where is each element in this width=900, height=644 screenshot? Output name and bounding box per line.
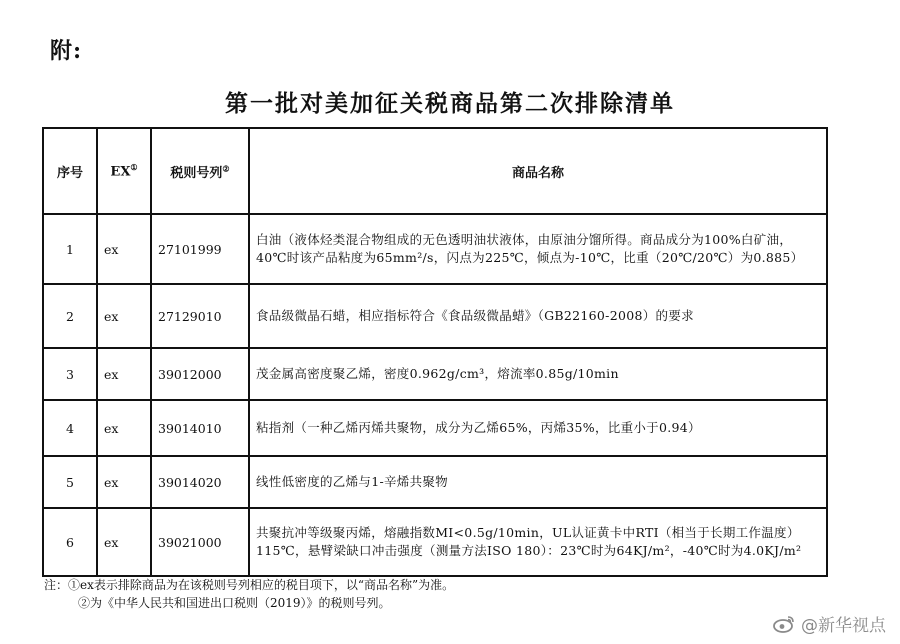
table-row: [43, 348, 827, 400]
row-tariff-code: 27129010: [151, 284, 249, 348]
footnote-1-text: ①ex表示排除商品为在该税则号列相应的税目项下，以“商品名称”为准。: [68, 578, 455, 592]
footnotes: [44, 576, 454, 612]
footnote-prefix: 注：: [44, 578, 69, 592]
row-seq: 4: [43, 400, 97, 456]
document-title: 第一批对美加征关税商品第二次排除清单: [225, 90, 675, 117]
source-watermark: [773, 611, 886, 636]
header-ex-footnote-mark: ①: [130, 162, 138, 173]
header-code-footnote-mark: ②: [222, 163, 230, 174]
weibo-icon: [773, 615, 795, 633]
header-seq: 序号: [43, 128, 97, 214]
row-ex: ex: [97, 348, 151, 400]
table-row: [43, 400, 827, 456]
row-ex: ex: [97, 400, 151, 456]
row-seq: 2: [43, 284, 97, 348]
row-ex: ex: [97, 456, 151, 508]
header-tariff-code: 税则号列②: [151, 128, 249, 214]
table-row: [43, 456, 827, 508]
row-product-name: 粘指剂（一种乙烯丙烯共聚物，成分为乙烯65%，丙烯35%，比重小于0.94）: [249, 400, 827, 456]
row-tariff-code: 39012000: [151, 348, 249, 400]
row-tariff-code: 39014020: [151, 456, 249, 508]
watermark-text: @新华视点: [801, 616, 886, 636]
attachment-label: 附:: [50, 38, 83, 64]
table-row: [43, 508, 827, 576]
table-header-row: [43, 128, 827, 214]
row-seq: 5: [43, 456, 97, 508]
row-tariff-code: 39014010: [151, 400, 249, 456]
row-product-name: 共聚抗冲等级聚丙烯，熔融指数MI<0.5g/10min，UL认证黄卡中RTI（相当于长期工作温度）115℃，悬臂梁缺口冲击强度（测量方法ISO 180）：23℃时为64KJ/m²，-40℃时为4.0KJ/m²: [249, 508, 827, 576]
row-tariff-code: 39021000: [151, 508, 249, 576]
row-product-name: 茂金属高密度聚乙烯，密度0.962g/cm³，熔流率0.85g/10min: [249, 348, 827, 400]
footnote-2: ②为《中华人民共和国进出口税则（2019）》的税则号列。: [78, 596, 391, 610]
exclusion-list-table: [42, 127, 828, 577]
table-row: [43, 284, 827, 348]
header-ex: EX①: [97, 128, 151, 214]
row-ex: ex: [97, 214, 151, 284]
footnote-1: [44, 576, 454, 594]
row-product-name: 白油（液体烃类混合物组成的无色透明油状液体，由原油分馏所得。商品成分为100%白矿油，40℃时该产品粘度为65mm²/s，闪点为225℃，倾点为-10℃，比重（20℃/20℃）为0.885）: [249, 214, 827, 284]
row-seq: 6: [43, 508, 97, 576]
row-product-name: 线性低密度的乙烯与1-辛烯共聚物: [249, 456, 827, 508]
table-row: [43, 214, 827, 284]
row-tariff-code: 27101999: [151, 214, 249, 284]
row-ex: ex: [97, 508, 151, 576]
row-ex: ex: [97, 284, 151, 348]
header-product-name: 商品名称: [249, 128, 827, 214]
row-seq: 3: [43, 348, 97, 400]
row-seq: 1: [43, 214, 97, 284]
row-product-name: 食品级微晶石蜡，相应指标符合《食品级微晶蜡》（GB22160-2008）的要求: [249, 284, 827, 348]
